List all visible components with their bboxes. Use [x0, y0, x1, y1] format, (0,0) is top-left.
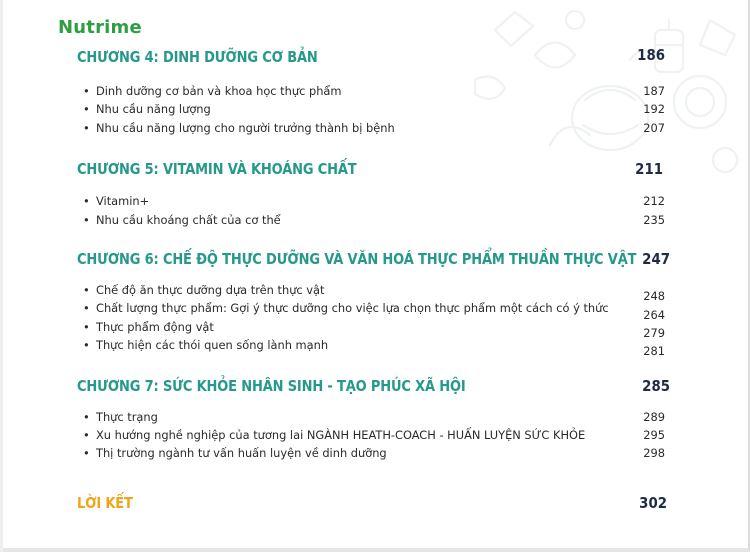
bullet-icon: • — [83, 301, 90, 315]
bullet-icon: • — [83, 446, 90, 460]
toc-item-page: 212 — [643, 194, 665, 208]
bullet-icon: • — [83, 428, 90, 442]
toc-item-label: Nhu cầu khoáng chất của cơ thể — [96, 213, 281, 227]
toc-item-label: Nhu cầu năng lượng cho người trưởng thành bị bệnh — [96, 121, 395, 135]
toc-item[interactable] — [83, 213, 281, 227]
toc-item-label: Thực hiện các thói quen sống lành mạnh — [96, 338, 329, 352]
bullet-icon: • — [83, 338, 90, 352]
bullet-icon: • — [83, 320, 90, 334]
bullet-icon: • — [83, 194, 90, 208]
toc-item[interactable] — [83, 320, 214, 334]
toc-item-label: Nhu cầu năng lượng — [96, 102, 211, 116]
bullet-icon: • — [83, 102, 90, 116]
page-edge — [0, 0, 3, 552]
toc-item-label: Vitamin+ — [96, 194, 150, 208]
toc-item-label: Thực phẩm động vật — [96, 320, 214, 334]
food-doodle-illustration — [455, 0, 750, 185]
toc-item-label: Dinh dưỡng cơ bản và khoa học thực phẩm — [96, 84, 342, 98]
toc-item-page: 295 — [643, 428, 665, 442]
toc-item-page: 187 — [643, 84, 665, 98]
toc-item[interactable] — [83, 121, 395, 135]
chapter-7-page: 285 — [642, 377, 670, 395]
chapter-7-title[interactable]: CHƯƠNG 7: SỨC KHỎE NHÂN SINH - TẠO PHÚC XÃ HỘI — [77, 377, 466, 395]
chapter-6-page: 247 — [642, 250, 670, 268]
toc-item[interactable] — [83, 194, 149, 208]
toc-item[interactable] — [83, 428, 585, 442]
toc-item-page: 207 — [643, 121, 665, 135]
toc-item[interactable] — [83, 301, 609, 315]
chapter-4-title[interactable]: CHƯƠNG 4: DINH DƯỠNG CƠ BẢN — [77, 48, 318, 66]
toc-item-page: 264 — [643, 308, 665, 322]
toc-item[interactable] — [83, 102, 211, 116]
toc-item-label: Chất lượng thực phẩm: Gợi ý thực dưỡng cho việc lựa chọn thực phẩm một cách có ý thức — [96, 301, 609, 315]
bullet-icon: • — [83, 213, 90, 227]
bullet-icon: • — [83, 121, 90, 135]
toc-item-label: Thực trạng — [96, 410, 158, 424]
bullet-icon: • — [83, 84, 90, 98]
nutrime-logo: Nutrime — [58, 17, 142, 38]
chapter-6-title[interactable]: CHƯƠNG 6: CHẾ ĐỘ THỰC DƯỠNG VÀ VĂN HOÁ THỰC PHẨM THUẦN THỰC VẬT — [77, 250, 637, 268]
toc-item-page: 281 — [643, 344, 665, 358]
toc-item-page: 248 — [643, 289, 665, 303]
chapter-5-page: 211 — [635, 160, 663, 178]
toc-item[interactable] — [83, 410, 158, 424]
toc-item-label: Chế độ ăn thực dưỡng dựa trên thực vật — [96, 283, 325, 297]
bullet-icon: • — [83, 410, 90, 424]
toc-item-label: Xu hướng nghề nghiệp của tương lai NGÀNH HEATH-COACH - HUẤN LUYỆN SỨC KHỎE — [96, 428, 586, 442]
chapter-4-page: 186 — [637, 46, 665, 64]
closing-page: 302 — [639, 494, 667, 512]
toc-item-label: Thị trường ngành tư vấn huấn luyện về dinh dưỡng — [96, 446, 387, 460]
toc-item[interactable] — [83, 84, 342, 98]
toc-item[interactable] — [83, 283, 325, 297]
closing-title[interactable]: LỜI KẾT — [77, 494, 133, 512]
chapter-5-title[interactable]: CHƯƠNG 5: VITAMIN VÀ KHOÁNG CHẤT — [77, 160, 357, 178]
toc-item-page: 235 — [643, 213, 665, 227]
toc-item-page: 279 — [643, 326, 665, 340]
toc-item[interactable] — [83, 446, 387, 460]
bullet-icon: • — [83, 283, 90, 297]
toc-item[interactable] — [83, 338, 328, 352]
toc-item-page: 298 — [643, 446, 665, 460]
toc-item-page: 192 — [643, 102, 665, 116]
toc-item-page: 289 — [643, 410, 665, 424]
